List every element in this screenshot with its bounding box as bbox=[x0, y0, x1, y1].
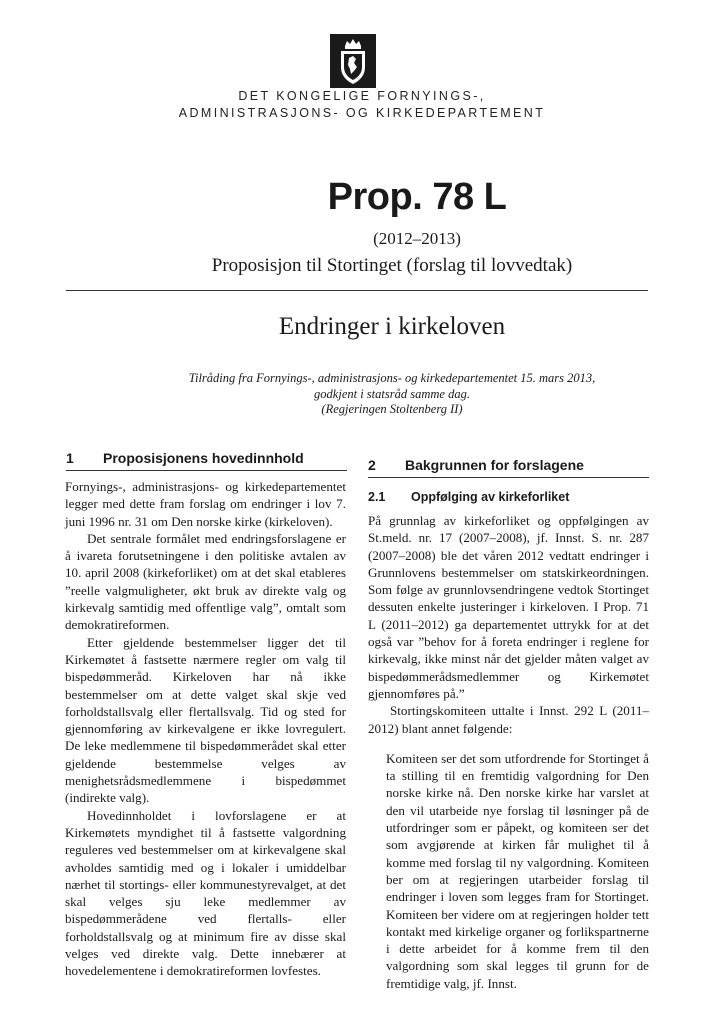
coat-of-arms-icon bbox=[330, 34, 376, 88]
session-years: (2012–2013) bbox=[373, 229, 461, 248]
proposition-type: Proposisjon til Stortinget (forslag til lovvedtak) bbox=[211, 255, 573, 276]
section-number: 2 bbox=[368, 457, 376, 473]
paragraph: Hovedinnholdet i lovforslagene er at Kirkemøtets myndighet til å fastsette valgordning reguleres ved bestemmelser om at kirkevalgene skal avholdes samtidig med og i lokaler i umiddelbar nærhet til stortings- eller kommunestyrevalget, at det skal velges sju leke medlemmer av bispedømmerådene ved flertalls- eller forholdstallsvalg og at minimum fire av disse skal velges ved direkte valg. Dette innebærer at hovedelementene i demokratireformen lovfestes. bbox=[65, 807, 346, 979]
section-title: Proposisjonens hovedinnhold bbox=[103, 450, 304, 466]
meta-line-1: Tilråding fra Fornyings-, administrasjons- og kirkedepartementet 15. mars 2013, bbox=[188, 371, 596, 385]
section-rule bbox=[66, 470, 347, 471]
paragraph: Stortingskomiteen uttalte i Innst. 292 L (2011–2012) blant annet følgende: bbox=[368, 703, 649, 736]
document-title: Endringer i kirkeloven bbox=[278, 313, 506, 340]
section-2-heading bbox=[368, 457, 584, 473]
subsection-2-1-heading bbox=[368, 490, 569, 504]
meta-line-3: (Regjeringen Stoltenberg II) bbox=[321, 402, 463, 416]
section-2-body bbox=[368, 512, 649, 992]
paragraph: Fornyings-, administrasjons- og kirkedepartementet legger med dette fram forslag om endringer i lov 7. juni 1996 nr. 31 om Den norske kirke (kirkeloven). bbox=[65, 479, 346, 529]
paragraph: Etter gjeldende bestemmelser ligger det til Kirkemøtet å fastsette nærmere regler om valg til bispedømmeråd. Kirkeloven har nå ikke bestemmelser om at dette valget skal skje ved forholdstallsvalg eller flertallsvalg. Tid og sted for gjennomføring av kirkevalgene er ikke lovregulert. De leke medlemmene til bispedømmerådet skal etter gjeldende bestemmelse velges av menighetsrådsmedlemmene i bispedømmet (indirekte valg). bbox=[65, 634, 346, 806]
section-number: 1 bbox=[66, 450, 74, 466]
department-name-line1: DET KONGELIGE FORNYINGS-, bbox=[238, 89, 486, 103]
section-rule bbox=[368, 477, 649, 478]
paragraph: Det sentrale formålet med endringsforslagene er å ivareta forutsetningene i den politiske avtalen av 10. april 2008 (kirkeforliket) om at det skal etableres ”reelle valgmuligheter, økt bruk av direkte valg og kirkevalg samtidig med offentlige valg”, omtalt som demokratireformen. bbox=[65, 530, 346, 633]
section-1-body bbox=[65, 478, 346, 980]
proposition-number: Prop. 78 L bbox=[327, 176, 507, 218]
department-name-line2: ADMINISTRASJONS- OG KIRKEDEPARTEMENT bbox=[178, 106, 546, 120]
section-title: Bakgrunnen for forslagene bbox=[405, 457, 584, 473]
recommendation-info bbox=[0, 371, 724, 418]
subsection-title: Oppfølging av kirkeforliket bbox=[411, 490, 570, 504]
divider bbox=[66, 290, 648, 291]
paragraph: På grunnlag av kirkeforliket og oppfølgingen av St.meld. nr. 17 (2007–2008), jf. Innst. S. nr. 287 (2007–2008) ble det våren 2012 vedtatt endringer i Grunnlovens bestemmelser om statskirkeordningen. Som følge av grunnlovsendringene vedtok Stortinget dessuten enkelte justeringer i kirkeloven. I Prop. 71 L (2011–2012) ga departementet uttrykk for at det også var ”behov for å foreta endringer i reglene for kirkevalg, ikke minst når det gjelder måten valget av bispedømmerådsmedlemmer og Kirkemøtet gjennomføres på.” bbox=[368, 513, 649, 701]
committee-quote: Komiteen ser det som utfordrende for Stortinget å ta stilling til en fremtidig valgordning for Den norske kirke nå. Den norske kirke har varslet at den vil utarbeide nye forslag til løsninger på de utfordringer som er påpekt, og komiteen ser det som avgjørende at kirken får mulighet til å komme med forslag til ny valgordning. Komiteen ber om at regjeringen utarbeider forslag til endringer i loven som legges fram for Stortinget. Komiteen ber videre om at regjeringen holder tett kontakt med kirkelige organer og forlikspartnerne i dette arbeidet for å komme frem til den valgordning som skal legges til grunn for de fremtidige valg, jf. Innst. bbox=[386, 750, 649, 991]
subsection-number: 2.1 bbox=[368, 490, 386, 504]
section-1-heading bbox=[66, 450, 304, 466]
meta-line-2: godkjent i statsråd samme dag. bbox=[314, 386, 470, 401]
